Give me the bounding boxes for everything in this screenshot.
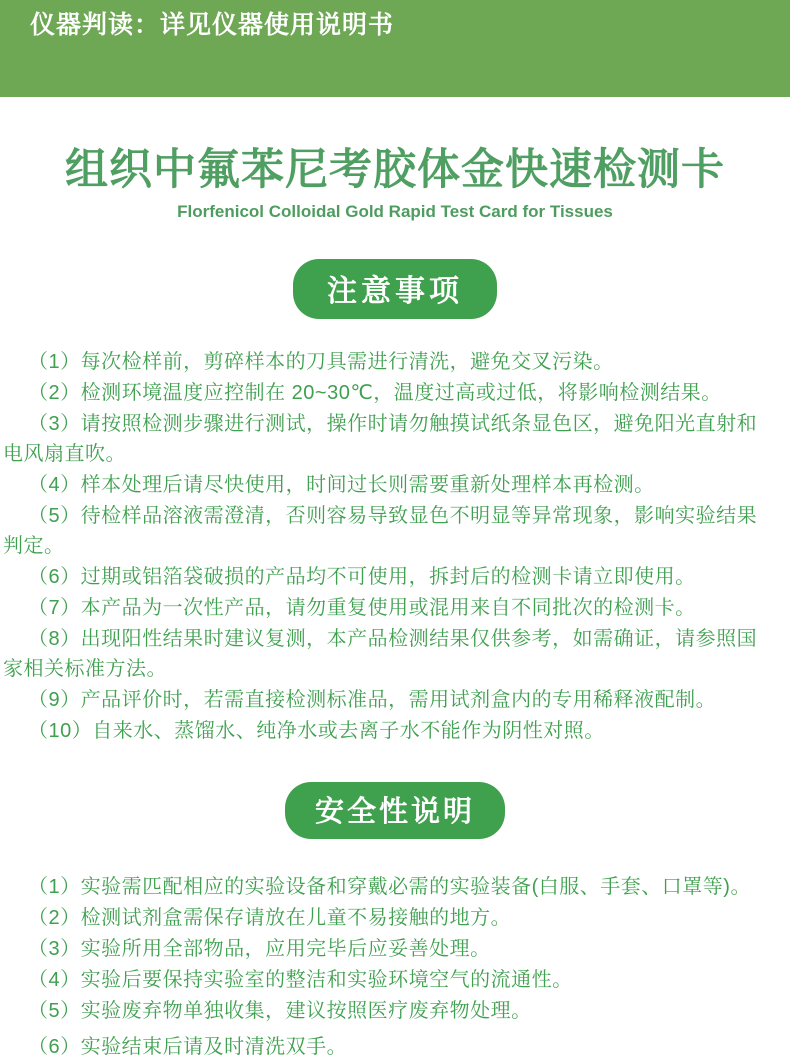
clipped-next-line: （6）实验结束后请及时清洗双手。 bbox=[28, 1036, 348, 1058]
list-item: （3）实验所用全部物品，应用完毕后应妥善处理。 bbox=[28, 938, 491, 960]
list-item: （8）出现阳性结果时建议复测，本产品检测结果仅供参考，如需确证，请参照国家相关标准方法。 bbox=[3, 628, 758, 680]
list-item: （1）每次检样前，剪碎样本的刀具需进行清洗，避免交叉污染。 bbox=[28, 351, 614, 373]
instrument-reading-note: 仪器判读：详见仪器使用说明书 bbox=[30, 11, 395, 39]
list-item: （2）检测试剂盒需保存请放在儿童不易接触的地方。 bbox=[28, 907, 512, 929]
product-title-en: Florfenicol Colloidal Gold Rapid Test Card for Tissues bbox=[177, 202, 613, 221]
list-item: （6）过期或铝箔袋破损的产品均不可使用，拆封后的检测卡请立即使用。 bbox=[28, 566, 696, 588]
list-item: （7）本产品为一次性产品，请勿重复使用或混用来自不同批次的检测卡。 bbox=[28, 597, 696, 619]
list-item: （9）产品评价时，若需直接检测标准品，需用试剂盒内的专用稀释液配制。 bbox=[28, 689, 717, 711]
list-item: （5）待检样品溶液需澄清，否则容易导致显色不明显等异常现象，影响实验结果判定。 bbox=[3, 505, 758, 557]
precautions-badge: 注意事项 bbox=[293, 259, 497, 319]
precautions-list bbox=[0, 347, 790, 746]
list-item: （4）实验后要保持实验室的整洁和实验环境空气的流通性。 bbox=[28, 969, 573, 991]
list-item: （2）检测环境温度应控制在 20~30℃，温度过高或过低，将影响检测结果。 bbox=[28, 382, 722, 404]
list-item: （5）实验废弃物单独收集，建议按照医疗废弃物处理。 bbox=[28, 1000, 532, 1022]
product-title-zh: 组织中氟苯尼考胶体金快速检测卡 bbox=[65, 146, 725, 194]
list-item: （4）样本处理后请尽快使用，时间过长则需要重新处理样本再检测。 bbox=[28, 474, 655, 496]
list-item: （1）实验需匹配相应的实验设备和穿戴必需的实验装备(白服、手套、口罩等)。 bbox=[28, 876, 751, 898]
list-item: （10）自来水、蒸馏水、纯净水或去离子水不能作为阴性对照。 bbox=[28, 720, 605, 742]
top-green-bar bbox=[0, 0, 790, 97]
list-item: （3）请按照检测步骤进行测试，操作时请勿触摸试纸条显色区，避免阳光直射和电风扇直吹。 bbox=[3, 413, 758, 465]
safety-notes-badge: 安全性说明 bbox=[285, 782, 505, 839]
